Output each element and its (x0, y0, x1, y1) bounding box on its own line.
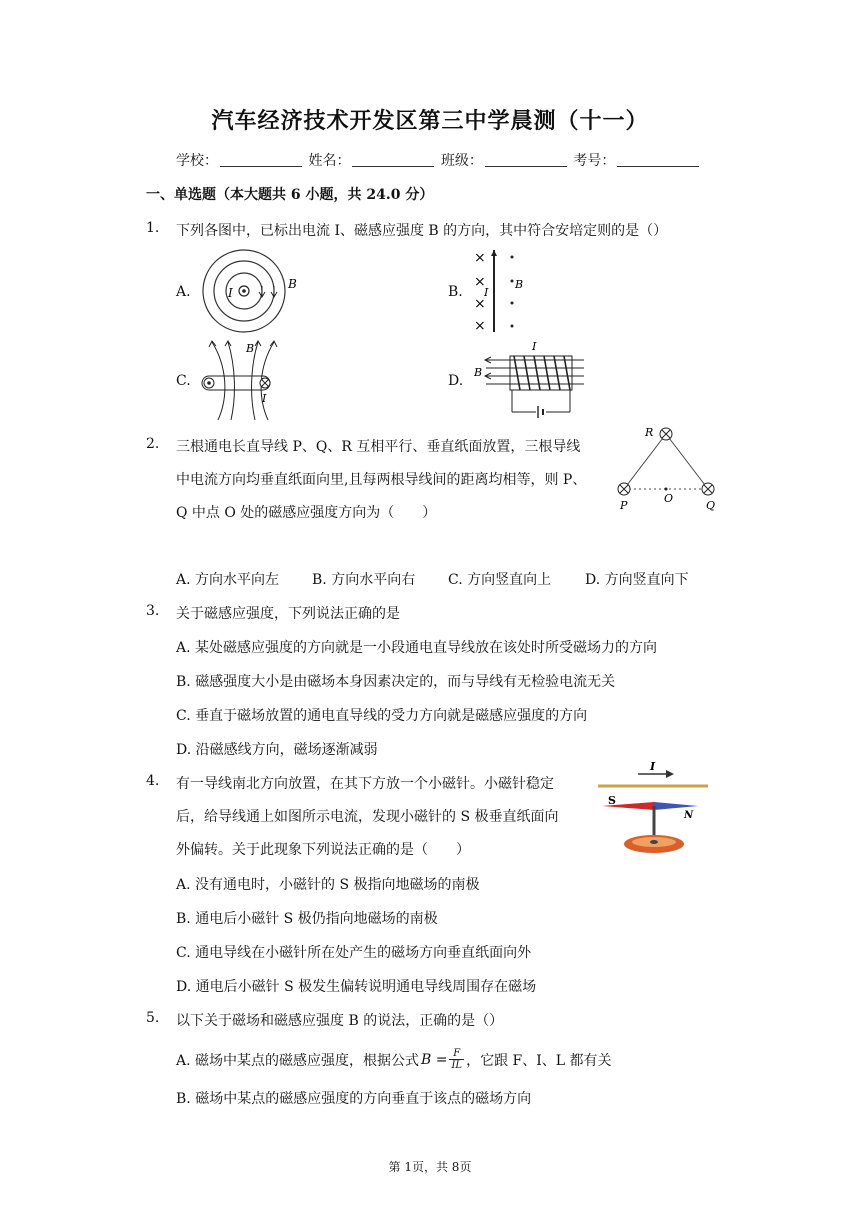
q1c-b-label: B (246, 342, 255, 355)
q4-line1: 有一导线南北方向放置，在其下方放一个小磁针。小磁针稳定 (176, 776, 554, 792)
q5-formula-fraction (449, 1048, 464, 1071)
q4-option-d[interactable]: D. 通电后小磁针 S 极发生偏转说明通电导线周围存在磁场 (176, 979, 537, 995)
q3-option-c[interactable]: C. 垂直于磁场放置的通电直导线的受力方向就是磁感应强度的方向 (176, 708, 588, 724)
q4-option-c[interactable]: C. 通电导线在小磁针所在处产生的磁场方向垂直纸面向外 (176, 945, 532, 961)
q5-formula-numerator: F (453, 1048, 461, 1059)
q2-o-label: O (664, 492, 674, 505)
q4-line3: 外偏转。关于此现象下列说法正确的是（ ） (176, 842, 470, 858)
q1-figure-c (198, 338, 288, 424)
q3-number: 3. (146, 603, 160, 619)
q1b-b-label: B (515, 278, 524, 291)
q1-option-b-label: B. (448, 284, 463, 300)
svg-text:×: × (474, 318, 486, 334)
q4-i-label: I (650, 760, 656, 773)
student-info-line (176, 150, 701, 170)
svg-text:×: × (474, 296, 486, 312)
q1d-b-label: B (474, 366, 483, 379)
q2-line2: 中电流方向均垂直纸面向里,且每两根导线间的距离均相等，则 P、 (176, 472, 587, 488)
q4-option-a[interactable]: A. 没有通电时，小磁针的 S 极指向地磁场的南极 (176, 877, 480, 893)
q1-option-a-label: A. (176, 284, 191, 300)
q1-option-c-label: C. (176, 373, 191, 389)
school-field[interactable] (220, 152, 302, 167)
q2-p-label: P (620, 499, 628, 512)
number-label: 考号： (573, 153, 616, 169)
q2-option-c[interactable]: C. 方向竖直向上 (448, 572, 552, 588)
q2-r-label: R (645, 426, 654, 439)
section-heading: 一、单选题（本大题共 6 小题，共 24.0 分） (146, 187, 434, 203)
q1-text: 下列各图中，已标出电流 I、磁感应强度 B 的方向，其中符合安培定则的是（） (176, 223, 668, 239)
q4-option-b[interactable]: B. 通电后小磁针 S 极仍指向地磁场的南极 (176, 911, 438, 927)
name-label: 姓名： (308, 153, 351, 169)
q3-option-a[interactable]: A. 某处磁感应强度的方向就是一小段通电直导线放在该处时所受磁场力的方向 (176, 640, 658, 656)
q2-option-a[interactable]: A. 方向水平向左 (176, 572, 280, 588)
q4-number: 4. (146, 773, 160, 789)
class-label: 班级： (440, 153, 483, 169)
q1b-i-label: I (484, 286, 489, 299)
q5-number: 5. (146, 1010, 160, 1026)
page-title: 汽车经济技术开发区第三中学晨测（十一） (211, 108, 649, 134)
q1d-i-label: I (532, 340, 537, 353)
svg-text:×: × (474, 274, 486, 290)
q4-line2: 后，给导线通上如图所示电流，发现小磁针的 S 极垂直纸面向 (176, 809, 559, 825)
q1c-i-label: I (262, 392, 267, 405)
page-footer: 第 1页，共 8页 (388, 1160, 472, 1174)
q2-option-d[interactable]: D. 方向竖直向下 (585, 572, 689, 588)
q1a-b-label: B (288, 277, 297, 291)
q4-n-label: N (684, 810, 694, 821)
q1-figure-d (472, 338, 592, 422)
q5-text: 以下关于磁场和磁感应强度 B 的说法，正确的是（） (176, 1013, 504, 1029)
q1-option-d-label: D. (448, 373, 464, 389)
class-field[interactable] (485, 152, 567, 167)
q2-q-label: Q (706, 499, 716, 512)
q4-figure (594, 760, 712, 860)
q4-s-label: S (608, 794, 616, 807)
q3-option-d[interactable]: D. 沿磁感线方向，磁场逐渐减弱 (176, 742, 378, 758)
q2-line3: Q 中点 O 处的磁感应强度方向为（ ） (176, 505, 437, 521)
q5-option-a-prefix: A. 磁场中某点的磁感应强度，根据公式 (176, 1052, 420, 1069)
q5-formula-denominator: IL (451, 1060, 463, 1071)
q2-figure (612, 422, 722, 516)
q1a-i-label: I (228, 286, 233, 300)
school-label: 学校： (176, 153, 218, 169)
q1-figure-b (470, 248, 540, 334)
q5-formula-lhs: B = (421, 1051, 448, 1068)
q3-option-b[interactable]: B. 磁感强度大小是由磁场本身因素决定的，而与导线有无检验电流无关 (176, 674, 616, 690)
q5-option-a-suffix: ，它跟 F、I、L 都有关 (466, 1052, 612, 1069)
q2-number: 2. (146, 436, 160, 452)
q2-line1: 三根通电长直导线 P、Q、R 互相平行、垂直纸面放置，三根导线 (176, 439, 581, 455)
q1-number: 1. (146, 220, 160, 236)
q5-option-a[interactable] (176, 1048, 612, 1071)
q5-option-b[interactable]: B. 磁场中某点的磁感应强度的方向垂直于该点的磁场方向 (176, 1091, 532, 1107)
name-field[interactable] (352, 152, 434, 167)
number-field[interactable] (617, 152, 699, 167)
q2-option-b[interactable]: B. 方向水平向右 (312, 572, 416, 588)
q1-figure-a (200, 248, 310, 334)
q3-text: 关于磁感应强度，下列说法正确的是 (176, 606, 400, 622)
svg-text:×: × (474, 250, 486, 266)
